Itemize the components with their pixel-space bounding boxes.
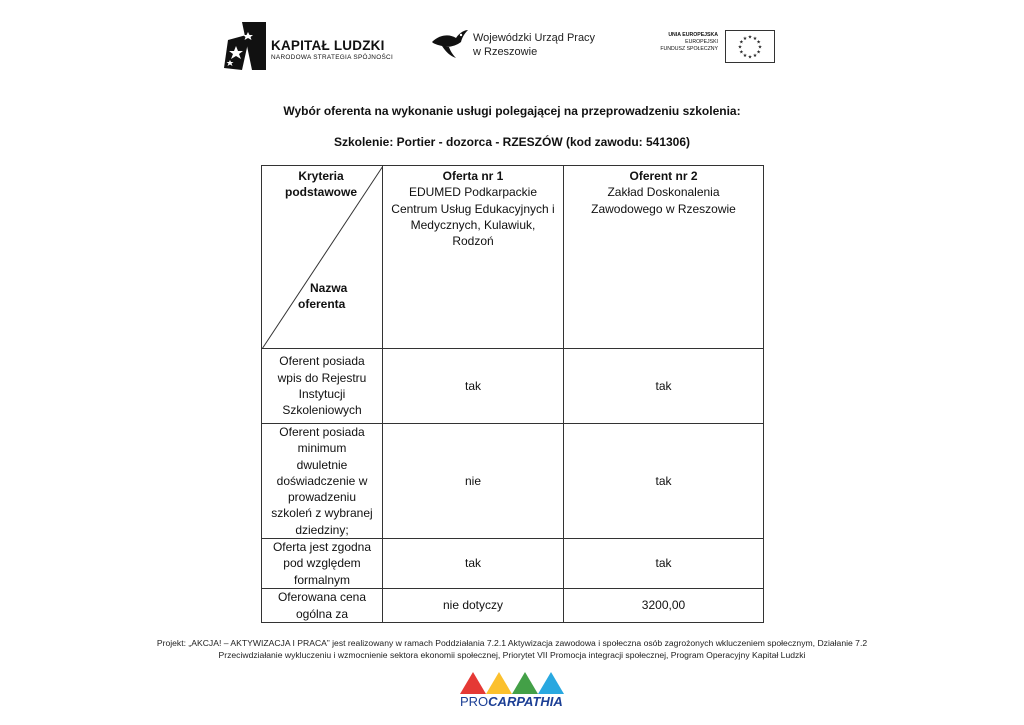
document-title: Wybór oferenta na wykonanie usługi polegającej na przeprowadzeniu szkolenia: xyxy=(283,104,741,118)
offer-2-value: tak xyxy=(564,539,764,589)
criterion-cell xyxy=(262,424,383,539)
criterion-line: Oferent posiada xyxy=(279,425,365,439)
criterion-cell xyxy=(262,589,383,623)
procarpathia-logo xyxy=(458,670,568,710)
offer-1-value: nie xyxy=(383,424,564,539)
eu-logo xyxy=(652,30,776,64)
eu-line2: EUROPEJSKI xyxy=(685,39,718,46)
criterion-line: Oferta jest zgodna xyxy=(272,540,372,555)
criterion-line: prowadzeniu xyxy=(287,490,357,505)
table-row xyxy=(262,424,764,539)
eu-star-icon: ★ xyxy=(742,35,748,42)
offer-1-header xyxy=(383,166,564,349)
eu-star-icon: ★ xyxy=(737,44,743,51)
criterion-line: wpis do Rejestru xyxy=(277,370,367,385)
wup-bird-icon xyxy=(430,26,470,60)
criterion-line: minimum xyxy=(297,441,347,456)
offer-2-value: tak xyxy=(564,349,764,424)
criterion-cell xyxy=(262,349,383,424)
eu-star-icon: ★ xyxy=(747,54,753,61)
corner-offeror-line: Nazwa xyxy=(310,281,348,295)
criterion-line: szkoleń z wybranej xyxy=(271,506,373,521)
eu-star-icon: ★ xyxy=(756,39,761,46)
eu-line1: UNIA EUROPEJSKA xyxy=(668,32,718,38)
footer-line2: Przeciwdziałanie wykluczeniu i wzmocnienie sektora ekonomii społecznej, Priorytet VII Promocja integracji społecznej, Program Operacyjny Kapitał Ludzki xyxy=(218,650,806,660)
offer-2-value: 3200,00 xyxy=(564,589,764,623)
corner-criteria-label xyxy=(276,168,366,201)
procarpathia-pro: PRO xyxy=(460,694,489,709)
corner-criteria-line: podstawowe xyxy=(284,185,357,200)
criterion-cell xyxy=(262,539,383,589)
eu-star-icon: ★ xyxy=(756,49,761,56)
offers-table xyxy=(261,165,764,623)
table-row xyxy=(262,589,764,623)
eu-star-icon: ★ xyxy=(747,34,753,41)
eu-text xyxy=(652,32,718,54)
offer-2-header xyxy=(564,166,764,349)
eu-line3: FUNDUSZ SPOŁECZNY xyxy=(660,46,718,53)
offer-2-label: Oferent nr 2 xyxy=(629,169,698,183)
eu-star-icon: ★ xyxy=(757,44,763,51)
corner-offeror-label xyxy=(298,280,368,313)
offer-1-label: Oferta nr 1 xyxy=(442,169,504,183)
criterion-line: Szkoleniowych xyxy=(282,403,362,418)
wup-name-line1: Wojewódzki Urząd Pracy xyxy=(473,32,596,44)
criterion-line: Oferowana cena xyxy=(277,590,367,605)
criterion-line: formalnym xyxy=(293,572,350,587)
corner-offeror-line: oferenta xyxy=(298,297,346,312)
offer-2-value: tak xyxy=(564,424,764,539)
eu-flag-icon xyxy=(725,30,775,63)
offer-2-name-line: Zawodowego w Rzeszowie xyxy=(591,201,736,216)
training-subtitle: Szkolenie: Portier - dozorca - RZESZÓW (kod zawodu: 541306) xyxy=(333,135,691,149)
offer-1-value: nie dotyczy xyxy=(383,589,564,623)
criterion-line: Instytucji xyxy=(298,387,346,401)
criterion-line: dziedziny; xyxy=(295,522,349,537)
procarpathia-wordmark xyxy=(460,694,563,709)
offer-1-value: tak xyxy=(383,349,564,424)
wup-name-line2: w Rzeszowie xyxy=(473,46,538,58)
corner-criteria-line: Kryteria xyxy=(298,169,344,183)
criterion-line: dwuletnie xyxy=(296,457,348,472)
kapital-ludzki-subtitle: NARODOWA STRATEGIA SPÓJNOŚCI xyxy=(271,54,394,61)
eu-star-icon: ★ xyxy=(742,53,748,60)
table-row xyxy=(262,349,764,424)
kapital-ludzki-emblem-icon xyxy=(222,20,268,74)
eu-star-icon: ★ xyxy=(752,53,758,60)
criterion-line: doświadczenie w xyxy=(276,473,368,488)
procarpathia-carpathia: CARPATHIA xyxy=(488,694,563,709)
eu-star-icon: ★ xyxy=(739,49,744,56)
footer-line1: Projekt: „AKCJA! – AKTYWIZACJA I PRACA” jest realizowany w ramach Poddziałania 7.2.1 Aktywizacja zawodowa i społeczna osób zagrożonych wkluczeniem społecznym, Działanie 7.2 xyxy=(156,638,868,648)
table-row xyxy=(262,539,764,589)
corner-cell xyxy=(262,166,383,349)
criterion-line: ogólna za xyxy=(295,606,349,621)
offer-2-name-line: Zakład Doskonalenia xyxy=(607,185,720,200)
table-header-row xyxy=(262,166,764,349)
wup-logo xyxy=(430,24,610,64)
kapital-ludzki-logo xyxy=(222,20,392,74)
offer-1-name-line: EDUMED Podkarpackie xyxy=(408,185,538,200)
procarpathia-triangles-icon xyxy=(460,670,566,694)
offer-1-name-line: Centrum Usług Edukacyjnych i xyxy=(391,201,555,216)
offer-1-name-line: Rodzoń xyxy=(452,234,494,249)
eu-star-icon: ★ xyxy=(752,35,758,42)
eu-star-icon: ★ xyxy=(739,39,744,46)
offer-1-name-line: Medycznych, Kulawiuk, xyxy=(410,217,536,232)
kapital-ludzki-title: KAPITAŁ LUDZKI xyxy=(271,38,385,53)
criterion-line: pod względem xyxy=(283,556,361,571)
offer-1-value: tak xyxy=(383,539,564,589)
criterion-line: Oferent posiada xyxy=(279,354,365,369)
